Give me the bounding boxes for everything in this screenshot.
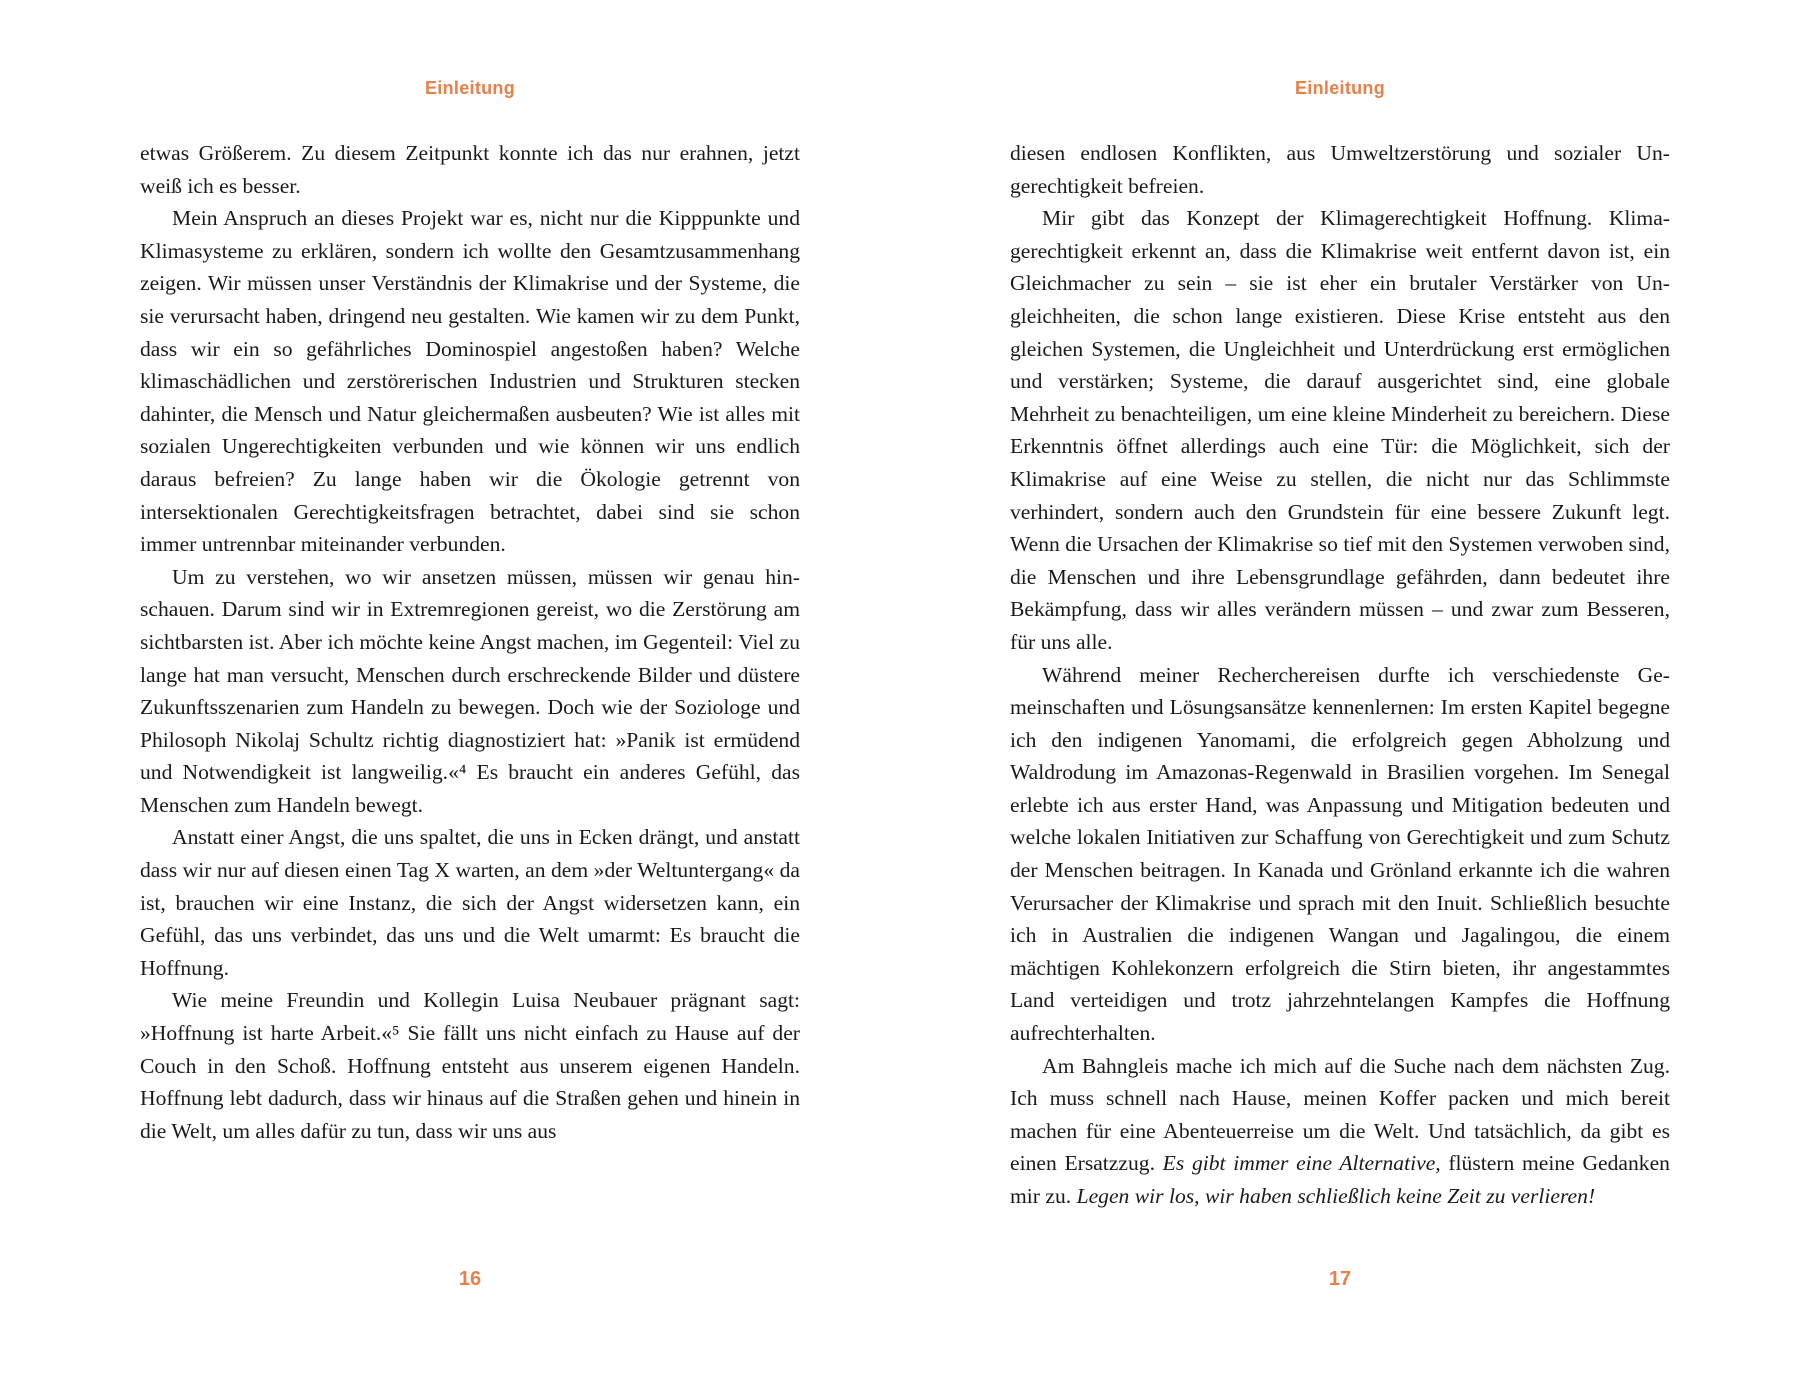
paragraph: Mein Anspruch an dieses Projekt war es, nicht nur die Kipppunkte und Klimasysteme zu erklären, sondern ich wollte den Gesamtzusammenhang zeigen. Wir müssen unser Verständnis der Klimakrise und der Systeme, die sie verursacht haben, dringend neu gestalten. Wie kamen wir zu dem Punkt, dass wir ein so gefährliches Dominospiel angestoßen haben? Welche klimaschädlichen und zerstörerischen Industrien und Strukturen stecken dahinter, die Mensch und Natur gleichermaßen ausbeuten? Wie ist alles mit sozialen Ungerechtigkeiten verbunden und wie können wir uns endlich daraus befreien? Zu lange haben wir die Ökologie getrennt von intersektionalen Gerechtigkeitsfragen betrachtet, dabei sind sie schon immer untrennbar miteinander verbunden. [140,206,800,557]
paragraph: etwas Größerem. Zu diesem Zeitpunkt konnte ich das nur erahnen, jetzt weiß ich es besser. [140,141,800,198]
paragraph: Während meiner Recherchereisen durfte ich verschiedenste Gemeinschaften und Lösungsansätze kennenlernen: Im ersten Kapitel begegne ich den indigenen Yanomami, die erfolgreich gegen Abholzung und Waldrodung im Amazonas-Regenwald in Brasilien vorgehen. Im Senegal erlebte ich aus erster Hand, was Anpassung und Mitigation bedeuten und welche lokalen Initiativen zur Schaffung von Gerechtigkeit und zum Schutz der Menschen beitragen. In Kanada und Grönland erkannte ich die wahren Verursacher der Klimakrise und sprach mit den Inuit. Schließlich besuchte ich in Australien die indigenen Wangan und Jagalingou, die einem mächtigen Kohlekonzern erfolgreich die Stirn bieten, ihr angestammtes Land verteidigen und trotz jahrzehntelangen Kampfes die Hoffnung aufrechterhalten. [1010,662,1670,1046]
page-number: 16 [458,1268,482,1290]
running-head: Einleitung [425,78,515,98]
paragraph: Mir gibt das Konzept der Klimagerechtigkeit Hoffnung. Klimagerechtigkeit erkennt an, dass die Klimakrise weit entfernt davon ist, ein Gleichmacher zu sein – sie ist eher ein brutaler Verstärker von Ungleichheiten, die schon lange existieren. Diese Krise entsteht aus den gleichen Systemen, die Ungleichheit und Unterdrückung erst ermöglichen und verstärken; Systeme, die darauf ausgerichtet sind, eine globale Mehrheit zu benachteiligen, um eine kleine Minderheit zu bereichern. Diese Erkenntnis öffnet allerdings auch eine Tür: die Möglichkeit, sich der Klimakrise auf eine Weise zu stellen, die nicht nur das Schlimmste verhindert, sondern auch den Grundstein für eine bessere Zukunft legt. Wenn die Ursachen der Klimakrise so tief mit den Systemen verwoben sind, die Menschen und ihre Lebensgrundlage gefährden, dann bedeutet ihre Bekämpfung, dass wir alles verändern müssen – und zwar zum Besseren, für uns alle. [1010,206,1670,654]
paragraph-text: flüstern meine Gedanken mir zu. [1010,1151,1670,1208]
paragraph-text: Am Bahngleis mache ich mich auf die Suche nach dem nächsten Zug. Ich muss schnell nach Hause, meinen Koffer packen und mich bereit machen für eine Abenteuerreise um die Welt. Und tatsächlich, da gibt es einen Ersatzzug. [1010,1053,1670,1176]
italic-phrase: Es gibt immer eine Alternative, [1162,1151,1441,1176]
running-head: Einleitung [1295,78,1385,98]
italic-phrase: Legen wir los, wir haben schließlich keine Zeit zu verlieren! [1076,1184,1596,1208]
paragraph: Um zu verstehen, wo wir ansetzen müssen, müssen wir genau hinschauen. Darum sind wir in Extremregionen gereist, wo die Zerstörung am sichtbarsten ist. Aber ich möchte keine Angst machen, im Gegenteil: Viel zu lange hat man versucht, Menschen durch erschreckende Bilder und düstere Zukunftsszenarien zum Handeln zu bewegen. Doch wie der Soziologe und Philosoph Nikolaj Schultz richtig diagnostiziert hat: »Panik ist ermüdend und Notwendigkeit ist langweilig.«⁴ Es braucht ein anderes Gefühl, das Menschen zum Handeln bewegt. [140,564,800,817]
paragraph-last [1010,1050,1670,1213]
paragraph: Wie meine Freundin und Kollegin Luisa Neubauer prägnant sagt: »Hoffnung ist harte Arbeit.«⁵ Sie fällt uns nicht einfach zu Hause auf der Couch in den Schoß. Hoffnung entsteht aus unserem eigenen Handeln. Hoffnung lebt dadurch, dass wir hinaus auf die Straßen gehen und hinein in die Welt, um alles dafür zu tun, dass wir uns aus [140,988,800,1143]
paragraph: diesen endlosen Konflikten, aus Umweltzerstörung und sozialer Ungerechtigkeit befreien. [1010,141,1670,198]
page-number: 17 [1328,1268,1352,1290]
paragraph: Anstatt einer Angst, die uns spaltet, die uns in Ecken drängt, und anstatt dass wir nur auf diesen einen Tag X warten, an dem »der Weltuntergang« da ist, brauchen wir eine Instanz, die sich der Angst widersetzen kann, ein Gefühl, das uns verbindet, das uns und die Welt umarmt: Es braucht die Hoffnung. [140,825,800,980]
right-page [1010,0,1670,1390]
left-page [140,0,800,1390]
body-text [1010,137,1670,1213]
body-text [140,137,800,1147]
